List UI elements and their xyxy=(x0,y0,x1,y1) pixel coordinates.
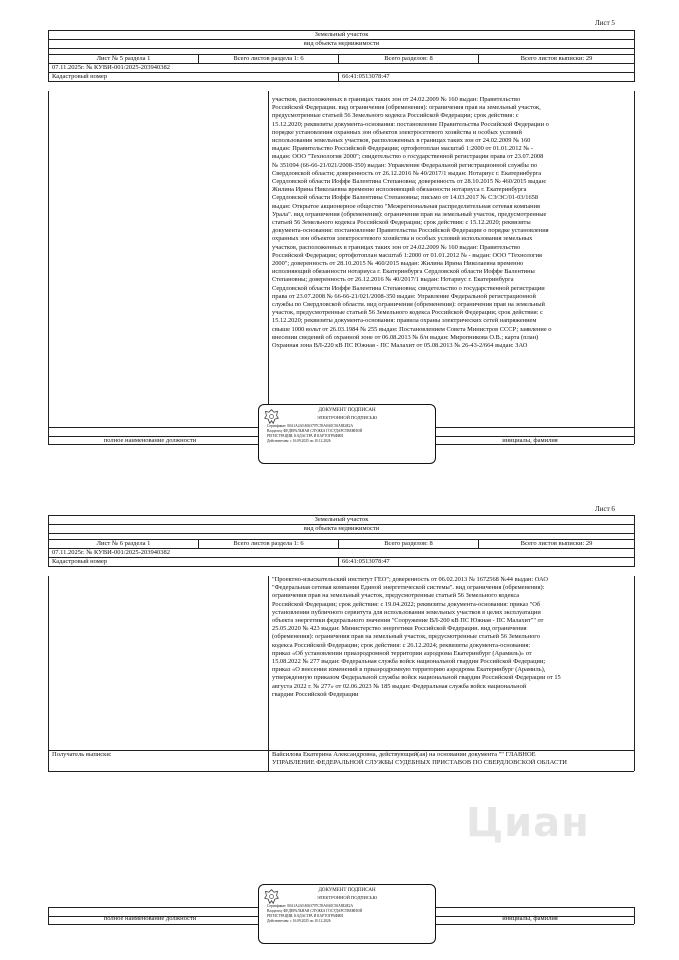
electronic-signature-stamp xyxy=(258,404,436,464)
text-line: (обременения): ограничения прав на земельный участок, предусмотренные статьей 56 Земельного xyxy=(272,633,540,641)
stamp-issuer-2: РЕГИСТРАЦИИ, КАДАСТРА И КАРТОГРАФИИ xyxy=(267,914,343,918)
text-line: выдан: Правительство Российской Федерации; ортофотоплан масштаб 1:2000 от 01.01.2012 № - xyxy=(272,145,534,153)
stamp-title: ДОКУМЕНТ ПОДПИСАН xyxy=(318,408,376,413)
cadastral-number-label: Кадастровый номер xyxy=(49,73,339,82)
text-line: Свердловской области; доверенность от 26.12.2016 № 40/2017/1 выдан: Нотариус г. Екатеринбурга xyxy=(272,169,542,177)
object-type: Земельный участок xyxy=(49,31,635,40)
cadastral-number-value: 66:41:0513078:47 xyxy=(339,558,635,567)
text-line: Степановны; доверенность от 26.12.2016 № 40/2017/1 выдан: Нотариус г. Екатеринбурга xyxy=(272,276,514,284)
text-line: службы по Свердловской области. вид ограничения (обременения): ограничения прав на земельный xyxy=(272,301,545,309)
text-line: участок, предусмотренные статьей 56 Земельного кодекса Российской Федерации; срок действия: с xyxy=(272,309,543,317)
position-caption: полное наименование должности xyxy=(103,915,197,922)
text-line: внесении сведений об охранной зоне от 06.08.2013 № б/н выдан: Миропникова О.В.; карта (план) xyxy=(272,333,539,341)
stamp-issuer-1: Владелец: ФЕДЕРАЛЬНАЯ СЛУЖБА ГОСУДАРСТВЕННОЙ xyxy=(267,909,363,913)
text-line: Вайсилова Екатерина Александровна, действующий(ая) на основании документа "" ГЛАВНОЕ xyxy=(272,751,536,758)
stamp-subtitle: ЭЛЕКТРОННОЙ ПОДПИСЬЮ xyxy=(316,415,378,420)
total-sections: Всего разделов: 8 xyxy=(339,540,479,549)
text-line: утвержденную приказом Федеральной службы войск национальной гвардии Российской Федерации от 15 xyxy=(272,674,561,682)
stamp-subtitle: ЭЛЕКТРОННОЙ ПОДПИСЬЮ xyxy=(316,895,378,900)
total-extract-sheets: Всего листов выписки: 29 xyxy=(479,55,635,64)
text-line: ограничения прав на земельный участок, предусмотренные статьей 56 Земельного кодекса xyxy=(272,592,520,600)
text-line: приказ «Об установлении приаэродромной территории аэродрома Екатеринбург (Арамиль)» от xyxy=(272,649,532,657)
text-line: приказ «О внесении изменений в приаэродромную территорию аэродрома Екатеринбург (Арамиль), xyxy=(272,666,546,674)
text-line: выдан: Открытое акционерное общество "Межрегиональная распределительная сетевая компания xyxy=(272,202,540,210)
object-type-caption: вид объекта недвижимости xyxy=(49,40,635,49)
text-line: установлении публичного сервитута для использования земельных участков в целях эксплуатации xyxy=(272,608,541,616)
total-section-sheets: Всего листов раздела 1: 6 xyxy=(199,55,339,64)
text-line: Российской Федерации; ортофотоплан масштаб 1:2000 от 01.01.2012 № - выдан: ООО "Технология xyxy=(272,251,542,259)
text-line: 25.05.2020 № 423 выдан: Министерство энергетики Российской Федерации. вид ограничения xyxy=(272,625,527,633)
stamp-issuer-1: Владелец: ФЕДЕРАЛЬНАЯ СЛУЖБА ГОСУДАРСТВЕННОЙ xyxy=(267,429,363,433)
sheet-section: Лист № 6 раздела 1 xyxy=(49,540,199,549)
text-line: Жилина Ирина Николаевна временно исполняющий обязанности нотариуса г. Екатеринбурга xyxy=(272,186,527,194)
text-line: 2000"; доверенность от 28.10.2015 № 460/2015 выдан: Жилина Ирина Николаевна временно xyxy=(272,260,524,268)
stamp-certificate: Сертификат: 00A1A4A5A063797C59A0A0C50A8E4E2A xyxy=(267,904,354,908)
text-line: участков, расположенных в границах таких зон от 24.02.2009 № 160 выдан: Правительство xyxy=(272,243,521,251)
encumbrance-text-block xyxy=(272,96,630,350)
object-type: Земельный участок xyxy=(49,516,635,525)
text-line: Охранная зона ВЛ-220 кВ ПС Южная - ПС Малахит от 05.08.2013 № 26-43-2/664 выдан: ЗАО xyxy=(272,342,528,350)
sheet-section: Лист № 5 раздела 1 xyxy=(49,55,199,64)
text-line: статьей 56 Земельного кодекса Российской Федерации; срок действия: с 15.12.2020; реквизиты xyxy=(272,219,531,227)
stamp-validity: Действителен: с 16.09.2025 по 10.12.2026 xyxy=(267,919,331,923)
text-line: 15.12.2020; реквизиты документа-основания: постановление Правительства Российской Федерации о xyxy=(272,120,549,128)
text-line: права от 23.07.2008 № 66-66-21/021/2008-350 выдан: Управление Федеральной регистрационной xyxy=(272,292,536,300)
text-line: УПРАВЛЕНИЕ ФЕДЕРАЛЬНОЙ СЛУЖБЫ СУДЕБНЫХ ПРИСТАВОВ ПО СВЕРДЛОВСКОЙ ОБЛАСТИ xyxy=(272,759,567,767)
encumbrance-text-block xyxy=(272,576,630,699)
text-line: Урала". вид ограничения (обременения): ограничения прав на земельный участок, предусмотренные xyxy=(272,210,547,218)
cadastral-number-label: Кадастровый номер xyxy=(49,558,339,567)
recipient-value xyxy=(272,751,632,767)
text-line: использования земельных участков, расположенных в границах таких зон от 24.02.2009 № 160 xyxy=(272,137,531,145)
text-line: Сердловской области Иоффе Валентина Степановна; свидетельство о государственной регистрации xyxy=(272,284,545,292)
text-line: № 351094 (66-66-21/021/2008-350) выдан: Управление Федеральной регистрационной службы по xyxy=(272,161,538,169)
extract-date-number: 07.11.2025г. № КУВИ-001/2025-203940382 xyxy=(49,64,635,73)
text-line: 15.12.2020; реквизиты документа-основания: правила охраны электрических сетей напряжением xyxy=(272,317,537,325)
text-line: выдан: ООО "Технология 2000"; свидетельство о государственной регистрации права от 23.07.2008 xyxy=(272,153,544,161)
name-caption: инициалы, фамилия xyxy=(502,915,558,922)
total-section-sheets: Всего листов раздела 1: 6 xyxy=(199,540,339,549)
watermark-text: Циан xyxy=(466,800,590,846)
text-line: Российской Федерации; срок действия: с 19.04.2022; реквизиты документа-основания: приказ "Об xyxy=(272,600,541,608)
object-type-caption: вид объекта недвижимости xyxy=(49,525,635,534)
text-line: свыше 1000 вольт от 26.03.1984 № 255 выдан: Постановлением Совета Министров СССР; заявление о xyxy=(272,325,552,333)
cadastral-number-value: 66:41:0513078:47 xyxy=(339,73,635,82)
total-extract-sheets: Всего листов выписки: 29 xyxy=(479,540,635,549)
text-line: 15.08.2022 № 277 выдан: Федеральная служба войск национальной гвардии Российской Федерации; xyxy=(272,658,546,666)
recipient-label: Получатель выписки: xyxy=(52,751,112,758)
sheet-number: Лист 5 xyxy=(595,19,615,27)
stamp-certificate: Сертификат: 00A1A4A5A063797C59A0A0C50A8E4E2A xyxy=(267,424,354,428)
electronic-signature-stamp xyxy=(258,884,436,944)
name-caption: инициалы, фамилия xyxy=(502,437,558,444)
text-line: Сердловской области Иоффе Валентина Степановна; доверенность от 28.10.2015 № 460/2015 выдан: xyxy=(272,178,547,186)
stamp-issuer-2: РЕГИСТРАЦИИ, КАДАСТРА И КАРТОГРАФИИ xyxy=(267,434,343,438)
text-line: августа 2022 г. № 277» от 02.06.2023 № 185 выдан: Федеральная служба войск национальной xyxy=(272,682,527,690)
text-line: охранных зон объектов электросетевого хозяйства и особых условий использования земельных xyxy=(272,235,533,243)
text-line: предусмотренные статьей 56 Земельного кодекса Российской Федерации; срок действия: с xyxy=(272,112,519,120)
text-line: документа-основания: постановление Правительства Российской Федерации о порядке установления xyxy=(272,227,549,235)
extract-date-number: 07.11.2025г. № КУВИ-001/2025-203940382 xyxy=(49,549,635,558)
text-line: Российской Федерации. вид ограничения (обременения): ограничения прав на земельный участок, xyxy=(272,104,541,112)
extract-header-table xyxy=(48,515,635,567)
position-caption: полное наименование должности xyxy=(103,437,197,444)
stamp-validity: Действителен: с 16.09.2025 по 10.12.2026 xyxy=(267,439,331,443)
extract-header-table xyxy=(48,30,635,82)
text-line: Сердловской области Иоффе Валентины Степановны; письмо от 14.03.2017 № СЭ/ЭС/01-03/1658 xyxy=(272,194,539,202)
stamp-title: ДОКУМЕНТ ПОДПИСАН xyxy=(318,888,376,893)
text-line: исполняющий обязанности нотариуса г. Екатеринбурга Сердловской области Иоффе Валентины xyxy=(272,268,535,276)
text-line: кодекса Российской Федерации; срок действия: с 26.12.2024; реквизиты документа-основания: xyxy=(272,641,531,649)
total-sections: Всего разделов: 8 xyxy=(339,55,479,64)
text-line: "Проектно-изыскательский институт ГЕО"; доверенность от 06.02.2013 № 1672568 №44 выдан: ОАО xyxy=(272,576,548,583)
text-line: участков, расположенных в границах таких зон от 24.02.2009 № 160 выдан: Правительство xyxy=(272,96,521,103)
text-line: гвардии Российской Федерации xyxy=(272,690,359,698)
text-line: порядке установления охранных зон объектов электросетевого хозяйства и особых условий xyxy=(272,128,522,136)
text-line: объекта энергетики федерального значения "Сооружение ВЛ-200 кВ ПС Южная - ПС Малахит"" от xyxy=(272,617,544,625)
text-line: "Федеральная сетевая компания Единой энергетической системы". вид ограничения (обременения): xyxy=(272,584,545,592)
sheet-number: Лист 6 xyxy=(595,505,615,513)
